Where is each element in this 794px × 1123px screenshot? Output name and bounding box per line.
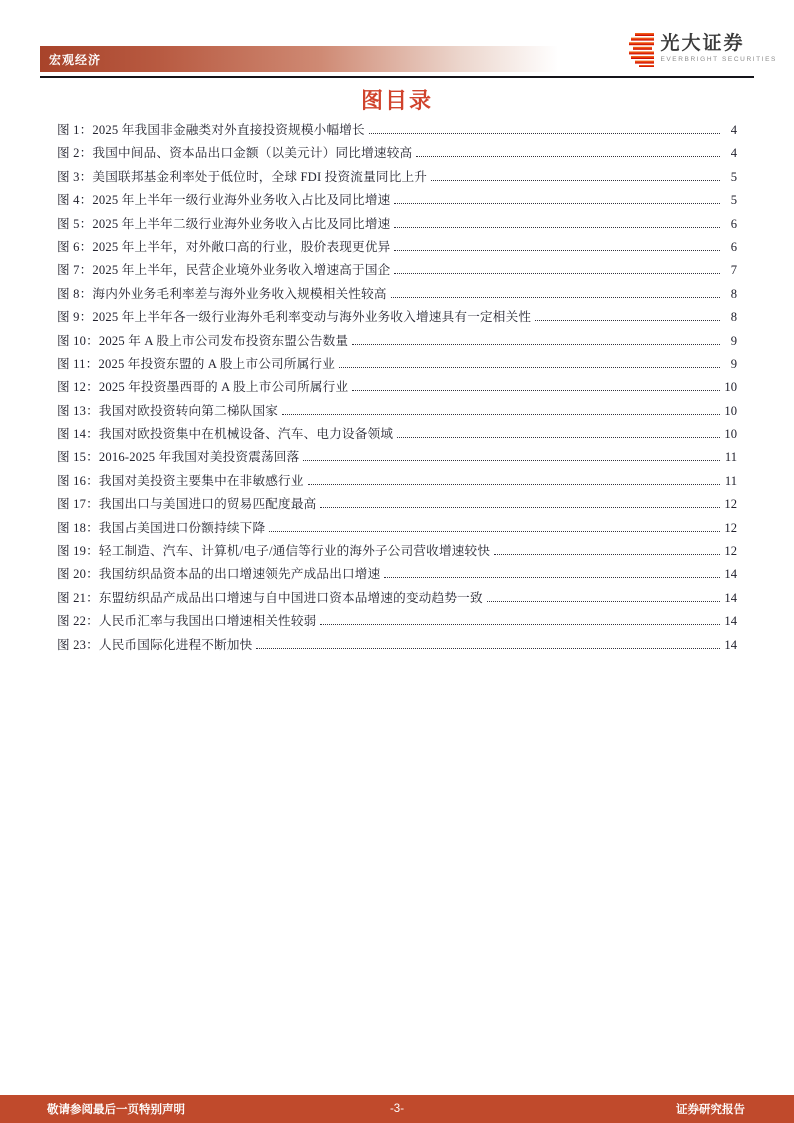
toc-entry-label: 图 5：2025 年上半年二级行业海外业务收入占比及同比增速	[57, 216, 391, 231]
toc-entry-label: 图 11：2025 年投资东盟的 A 股上市公司所属行业	[57, 356, 336, 371]
toc-entry[interactable]	[57, 634, 737, 657]
toc-entry-label: 图 10：2025 年 A 股上市公司发布投资东盟公告数量	[57, 333, 349, 348]
dotted-leader	[397, 437, 720, 438]
toc-entry[interactable]	[57, 610, 737, 633]
toc-entry-page: 8	[730, 286, 737, 301]
toc-entry-page: 6	[730, 239, 737, 254]
toc-entry[interactable]	[57, 119, 737, 142]
toc-entry-page: 7	[730, 263, 737, 278]
toc-entry-page: 5	[730, 169, 737, 184]
toc-entry-page: 10	[724, 380, 737, 395]
dotted-leader	[391, 297, 720, 298]
toc-entry-label: 图 17：我国出口与美国进口的贸易匹配度最高	[57, 497, 317, 512]
toc-entry[interactable]	[57, 166, 737, 189]
dotted-leader	[394, 273, 720, 274]
toc-entry-page: 12	[724, 520, 737, 535]
toc-entry[interactable]	[57, 213, 737, 236]
dotted-leader	[352, 344, 720, 345]
toc-entry[interactable]	[57, 189, 737, 212]
toc-entry[interactable]	[57, 306, 737, 329]
footer-disclaimer: 敬请参阅最后一页特别声明	[47, 1104, 185, 1116]
dotted-leader	[303, 460, 720, 461]
toc-entry[interactable]	[57, 259, 737, 282]
toc-entry[interactable]	[57, 423, 737, 446]
toc-entry[interactable]	[57, 283, 737, 306]
dotted-leader	[394, 227, 720, 228]
dotted-leader	[352, 390, 720, 391]
brand-name-en: EVERBRIGHT SECURITIES	[660, 56, 777, 63]
section-banner	[40, 46, 580, 72]
toc-entry-page: 12	[724, 544, 737, 559]
page-footer	[0, 1095, 794, 1123]
toc-entry-page: 4	[730, 123, 737, 137]
toc-entry-label: 图 14：我国对欧投资集中在机械设备、汽车、电力设备领域	[57, 427, 394, 442]
figure-toc-list	[57, 119, 737, 657]
toc-entry-label: 图 20：我国纺织品资本品的出口增速领先产成品出口增速	[57, 567, 381, 582]
toc-entry[interactable]	[57, 493, 737, 516]
toc-entry-page: 14	[724, 637, 737, 652]
toc-entry-label: 图 3：美国联邦基金利率处于低位时，全球 FDI 投资流量同比上升	[57, 169, 428, 184]
toc-entry-page: 10	[724, 427, 737, 442]
toc-entry[interactable]	[57, 563, 737, 586]
section-label: 宏观经济	[49, 52, 102, 67]
toc-entry-page: 10	[724, 403, 737, 418]
footer-page-number: -3-	[389, 1103, 405, 1115]
toc-entry[interactable]	[57, 540, 737, 563]
toc-entry-page: 4	[730, 146, 737, 161]
toc-entry-label: 图 23：人民币国际化进程不断加快	[57, 637, 253, 652]
dotted-leader	[320, 507, 720, 508]
dotted-leader	[282, 414, 720, 415]
dotted-leader	[320, 624, 720, 625]
toc-entry[interactable]	[57, 236, 737, 259]
toc-entry-page: 14	[724, 567, 737, 582]
toc-entry-page: 11	[724, 473, 737, 488]
dotted-leader	[269, 531, 720, 532]
toc-entry-page: 14	[724, 614, 737, 629]
dotted-leader	[369, 133, 720, 134]
toc-entry[interactable]	[57, 142, 737, 165]
dotted-leader	[256, 648, 720, 649]
toc-entry[interactable]	[57, 470, 737, 493]
brand-text	[660, 32, 777, 64]
toc-entry-page: 6	[730, 216, 737, 231]
toc-entry-label: 图 2：我国中间品、资本品出口金额（以美元计）同比增速较高	[57, 146, 413, 161]
toc-entry-page: 11	[724, 450, 737, 465]
toc-entry-page: 5	[730, 193, 737, 208]
toc-entry-label: 图 6：2025 年上半年，对外敞口高的行业，股价表现更优异	[57, 239, 391, 254]
toc-entry-label: 图 16：我国对美投资主要集中在非敏感行业	[57, 473, 304, 488]
toc-entry[interactable]	[57, 330, 737, 353]
toc-entry-label: 图 1：2025 年我国非金融类对外直接投资规模小幅增长	[57, 123, 365, 137]
toc-entry-page: 14	[724, 590, 737, 605]
toc-entry-label: 图 9：2025 年上半年各一级行业海外毛利率变动与海外业务收入增速具有一定相关性	[57, 310, 532, 325]
dotted-leader	[535, 320, 720, 321]
toc-entry-page: 9	[730, 333, 737, 348]
toc-entry-label: 图 7：2025 年上半年，民营企业境外业务收入增速高于国企	[57, 263, 391, 278]
toc-entry-label: 图 21：东盟纺织品产成品出口增速与自中国进口资本品增速的变动趋势一致	[57, 590, 483, 605]
toc-entry-label: 图 22：人民币汇率与我国出口增速相关性较弱	[57, 614, 317, 629]
dotted-leader	[308, 484, 720, 485]
toc-entry-label: 图 4：2025 年上半年一级行业海外业务收入占比及同比增速	[57, 193, 391, 208]
toc-entry-label: 图 8：海内外业务毛利率差与海外业务收入规模相关性较高	[57, 286, 387, 301]
page-header	[40, 33, 777, 78]
toc-entry[interactable]	[57, 587, 737, 610]
dotted-leader	[339, 367, 720, 368]
toc-entry-page: 8	[730, 310, 737, 325]
dotted-leader	[416, 156, 720, 157]
dotted-leader	[384, 577, 720, 578]
toc-entry-label: 图 15：2016-2025 年我国对美投资震荡回落	[57, 450, 300, 465]
footer-report-type: 证券研究报告	[676, 1104, 745, 1116]
page-title: 图目录	[360, 88, 433, 113]
toc-entry[interactable]	[57, 400, 737, 423]
toc-entry-page: 12	[724, 497, 737, 512]
brand-logo	[629, 32, 777, 70]
toc-entry[interactable]	[57, 517, 737, 540]
toc-entry[interactable]	[57, 353, 737, 376]
everbright-stripes-icon	[629, 33, 654, 67]
toc-entry-label: 图 13：我国对欧投资转向第二梯队国家	[57, 403, 279, 418]
dotted-leader	[487, 601, 720, 602]
toc-entry-label: 图 18：我国占美国进口份额持续下降	[57, 520, 266, 535]
toc-entry[interactable]	[57, 446, 737, 469]
toc-entry-label: 图 19：轻工制造、汽车、计算机/电子/通信等行业的海外子公司营收增速较快	[57, 544, 491, 559]
dotted-leader	[494, 554, 720, 555]
toc-entry-label: 图 12：2025 年投资墨西哥的 A 股上市公司所属行业	[57, 380, 349, 395]
toc-entry[interactable]	[57, 376, 737, 399]
dotted-leader	[394, 203, 720, 204]
dotted-leader	[394, 250, 720, 251]
dotted-leader	[431, 180, 720, 181]
brand-name-cn: 光大证券	[660, 33, 745, 54]
toc-entry-page: 9	[730, 356, 737, 371]
